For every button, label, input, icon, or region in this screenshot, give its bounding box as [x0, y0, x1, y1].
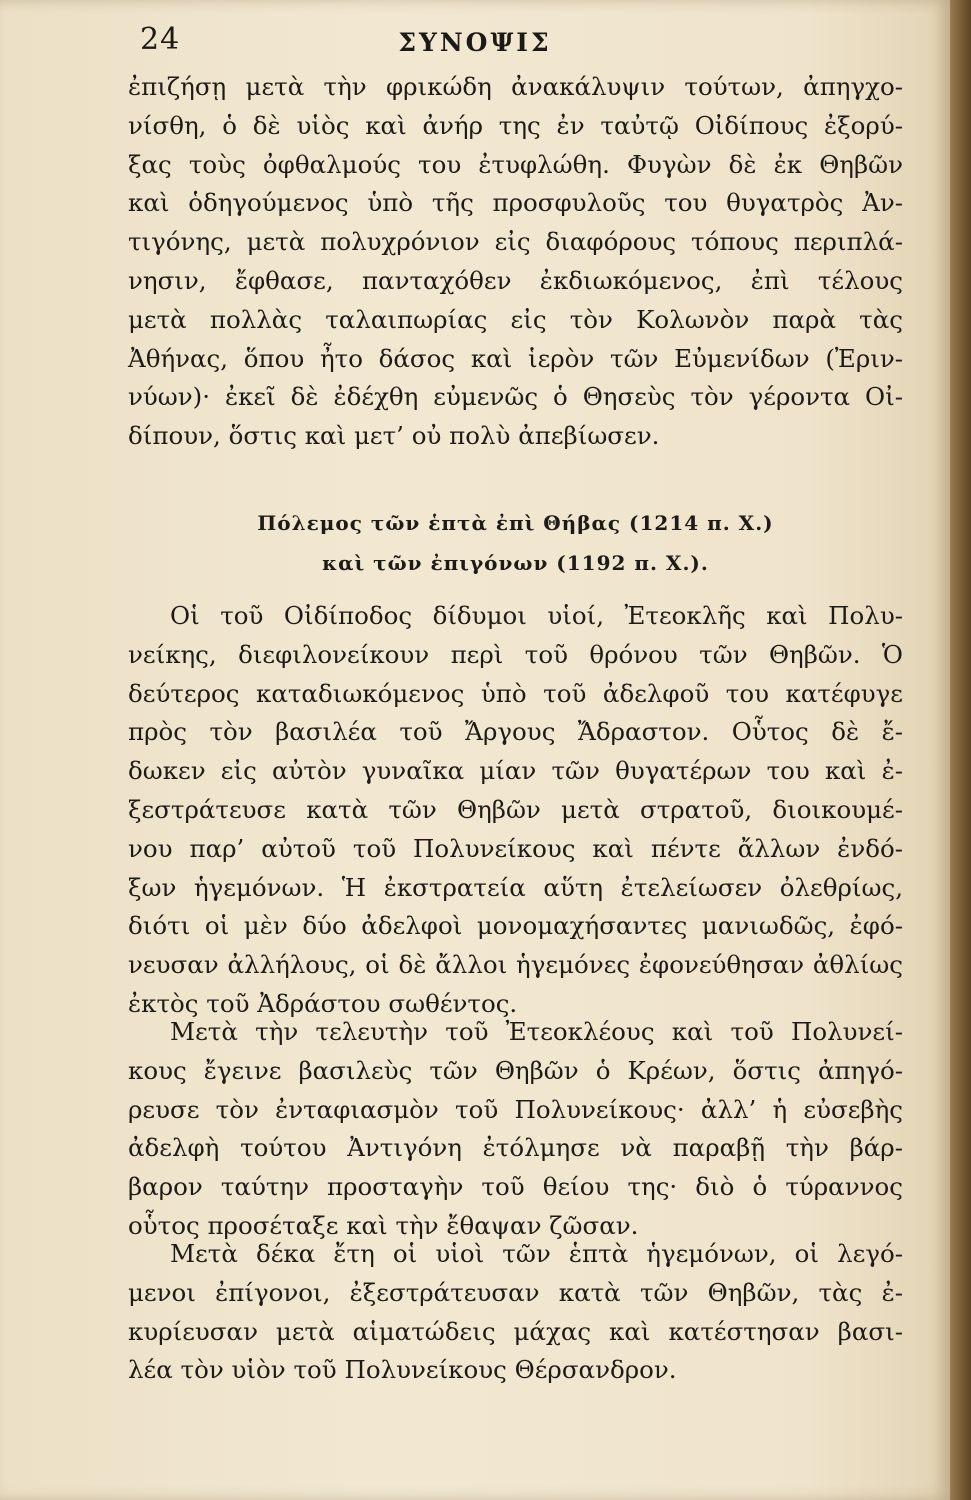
text-line: οὗτος προσέταξε καὶ τὴν ἔθαψαν ζῶσαν. [128, 1210, 639, 1240]
page-number: 24 [140, 22, 181, 57]
text-line: νίσθη, ὁ δὲ υἱὸς καὶ ἀνήρ της ἐν ταὐτῷ Οἰδίπους ἐξορύ- [128, 110, 903, 140]
text-line: νου παρ’ αὐτοῦ τοῦ Πολυνείκους καὶ πέντε ἄλλων ἐνδό- [128, 833, 903, 863]
text-line: καὶ ὁδηγούμενος ὑπὸ τῆς προσφυλοῦς του θυγατρὸς Ἀν- [128, 188, 903, 218]
text-line: Μετὰ τὴν τελευτὴν τοῦ Ἐτεοκλέους καὶ τοῦ Πολυνεί- [170, 1017, 903, 1046]
page-edge [950, 0, 971, 1500]
text-line: νησιν, ἔφθασε, πανταχόθεν ἐκδιωκόμενος, ἐπὶ τέλους [128, 265, 903, 295]
text-line: πρὸς τὸν βασιλέα τοῦ Ἄργους Ἄδραστον. Οὗτος δὲ ἔ- [128, 717, 903, 747]
text-line: ξεστράτευσε κατὰ τῶν Θηβῶν μετὰ στρατοῦ, διοικουμέ- [128, 794, 903, 824]
text-line: ἐπιζήσῃ μετὰ τὴν φρικώδη ἀνακάλυψιν τούτων, ἀπηγχο- [128, 72, 903, 101]
page-header [0, 18, 950, 66]
text-line: διότι οἱ μὲν δύο ἀδελφοὶ μονομαχήσαντες μανιωδῶς, ἐφό- [128, 911, 903, 941]
text-line: μενοι ἐπίγονοι, ἐξεστράτευσαν κατὰ τῶν Θηβῶν, τὰς ἐ- [128, 1277, 903, 1307]
text-line: Μετὰ δέκα ἔτη οἱ υἱοὶ τῶν ἑπτὰ ἡγεμόνων, οἱ λεγό- [170, 1239, 903, 1268]
carryover-paragraph [128, 68, 903, 456]
text-line: ἀδελφὴ τούτου Ἀντιγόνη ἐτόλμησε νὰ παραβῇ τὴν βάρ- [128, 1133, 903, 1163]
text-line: Οἱ τοῦ Οἰδίποδος δίδυμοι υἱοί, Ἐτεοκλῆς καὶ Πολυ- [170, 601, 903, 630]
text-line: μετὰ πολλὰς ταλαιπωρίας εἰς τὸν Κολωνὸν παρὰ τὰς [128, 304, 903, 334]
paragraph-epigonoi [128, 1235, 903, 1390]
text-line: ξων ἡγεμόνων. Ἡ ἐκστρατεία αὕτη ἐτελείωσεν ὀλεθρίως, [128, 872, 903, 902]
text-line: λέα τὸν υἱὸν τοῦ Πολυνείκους Θέρσανδρον. [128, 1355, 677, 1385]
text-line: νείκης, διεφιλονείκουν περὶ τοῦ θρόνου τῶν Θηβῶν. Ὁ [128, 639, 903, 669]
section-heading [128, 503, 903, 583]
text-line: νευσαν ἀλλήλους, οἱ δὲ ἄλλοι ἡγεμόνες ἐφονεύθησαν ἀθλίως [128, 950, 903, 980]
text-line: Ἀθήνας, ὅπου ἦτο δάσος καὶ ἱερὸν τῶν Εὐμενίδων (Ἐριν- [128, 343, 903, 373]
section-heading-line: Πόλεμος τῶν ἑπτὰ ἐπὶ Θήβας (1214 π. Χ.) [257, 511, 774, 535]
text-line: δωκεν εἰς αὐτὸν γυναῖκα μίαν τῶν θυγατέρων του καὶ ἐ- [128, 756, 903, 786]
text-line: δίπουν, ὅστις καὶ μετ’ οὐ πολὺ ἀπεβίωσεν. [128, 421, 660, 451]
text-line: βαρον ταύτην προσταγὴν τοῦ θείου της· διὸ ὁ τύραννος [128, 1172, 903, 1202]
text-line: δεύτερος καταδιωκόμενος ὑπὸ τοῦ ἀδελφοῦ του κατέφυγε [128, 678, 903, 708]
paragraph-seven-against-thebes [128, 597, 903, 1024]
text-line: κυρίευσαν μετὰ αἱματώδεις μάχας καὶ κατέστησαν βασι- [128, 1316, 903, 1346]
paragraph-creon-antigone [128, 1013, 903, 1246]
text-line: ξας τοὺς ὀφθαλμούς του ἐτυφλώθη. Φυγὼν δὲ ἐκ Θηβῶν [128, 149, 903, 179]
text-line: τιγόνης, μετὰ πολυχρόνιον εἰς διαφόρους τόπους περιπλά- [128, 227, 903, 257]
text-line: κους ἔγεινε βασιλεὺς τῶν Θηβῶν ὁ Κρέων, ὅστις ἀπηγό- [128, 1055, 903, 1085]
text-line: ἐκτὸς τοῦ Ἀδράστου σωθέντος. [128, 988, 518, 1018]
text-line: νύων)· ἐκεῖ δὲ ἐδέχθη εὐμενῶς ὁ Θησεὺς τὸν γέροντα Οἰ- [128, 382, 903, 412]
running-title: ΣΥΝΟΨΙΣ [398, 28, 552, 57]
section-heading-line: καὶ τῶν ἐπιγόνων (1192 π. Χ.). [322, 551, 709, 575]
text-line: ρευσε τὸν ἐνταφιασμὸν τοῦ Πολυνείκους· ἀλλ’ ἡ εὐσεβὴς [128, 1094, 903, 1124]
